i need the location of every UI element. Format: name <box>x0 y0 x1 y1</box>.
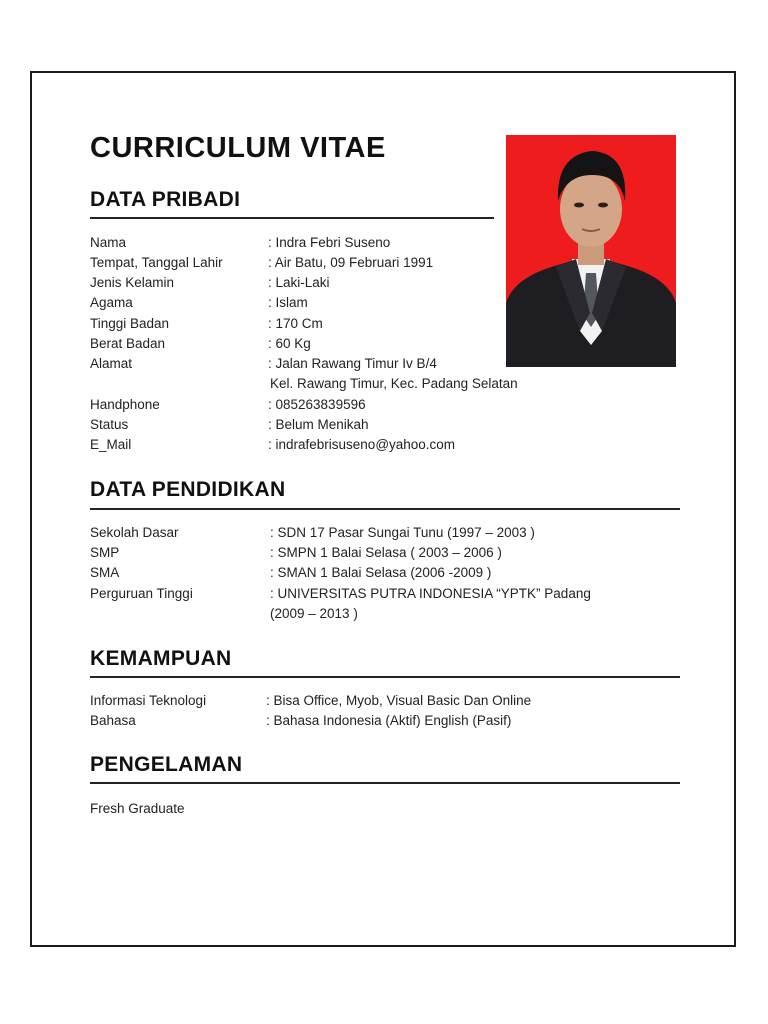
eye-right <box>598 203 608 208</box>
row-value: : 170 Cm <box>268 316 323 331</box>
row-label: Status <box>90 417 129 432</box>
row-value: : Bahasa Indonesia (Aktif) English (Pasif) <box>266 713 512 728</box>
row-value: Kel. Rawang Timur, Kec. Padang Selatan <box>270 376 518 391</box>
row-label: Tinggi Badan <box>90 316 170 331</box>
row-label: Sekolah Dasar <box>90 525 179 540</box>
section-heading-pengelaman: PENGELAMAN <box>90 753 243 776</box>
row-value: : Jalan Rawang Timur Iv B/4 <box>268 356 437 371</box>
row-value: : Islam <box>268 295 308 310</box>
pengelaman-text: Fresh Graduate <box>90 801 185 816</box>
row-label: E_Mail <box>90 437 132 452</box>
row-value: : indrafebrisuseno@yahoo.com <box>268 437 456 452</box>
document-title: CURRICULUM VITAE <box>90 132 386 164</box>
section-heading-kemampuan: KEMAMPUAN <box>90 647 232 670</box>
portrait-illustration <box>506 135 676 367</box>
row-label: Agama <box>90 295 133 310</box>
row-label: Jenis Kelamin <box>90 275 175 290</box>
row-label: Nama <box>90 235 127 250</box>
eye-left <box>574 203 584 208</box>
row-label: Bahasa <box>90 713 136 728</box>
row-value: : Belum Menikah <box>268 417 369 432</box>
row-value: : Laki-Laki <box>268 275 330 290</box>
row-label: Handphone <box>90 397 160 412</box>
section-rule-pengelaman <box>90 782 680 784</box>
row-value: : SMPN 1 Balai Selasa ( 2003 – 2006 ) <box>270 545 502 560</box>
row-value: : 60 Kg <box>268 336 311 351</box>
section-heading-data-pribadi: DATA PRIBADI <box>90 188 241 211</box>
section-rule-data-pendidikan <box>90 508 680 510</box>
row-value: : SDN 17 Pasar Sungai Tunu (1997 – 2003 ) <box>270 525 535 540</box>
row-label: Informasi Teknologi <box>90 693 207 708</box>
row-label: Tempat, Tanggal Lahir <box>90 255 223 270</box>
row-label: Berat Badan <box>90 336 166 351</box>
row-label: Perguruan Tinggi <box>90 586 193 601</box>
section-rule-kemampuan <box>90 676 680 678</box>
row-value: : Bisa Office, Myob, Visual Basic Dan Online <box>266 693 532 708</box>
section-heading-data-pendidikan: DATA PENDIDIKAN <box>90 478 286 501</box>
row-value: (2009 – 2013 ) <box>270 606 358 621</box>
row-value: : Indra Febri Suseno <box>268 235 391 250</box>
row-label: Alamat <box>90 356 133 371</box>
row-label: SMP <box>90 545 120 560</box>
row-value: : UNIVERSITAS PUTRA INDONESIA “YPTK” Padang <box>270 586 591 601</box>
row-value: : SMAN 1 Balai Selasa (2006 -2009 ) <box>270 565 492 580</box>
section-rule-data-pribadi <box>90 217 494 219</box>
profile-photo <box>506 135 676 367</box>
row-label: SMA <box>90 565 120 580</box>
row-value: : Air Batu, 09 Februari 1991 <box>268 255 434 270</box>
row-value: : 085263839596 <box>268 397 366 412</box>
